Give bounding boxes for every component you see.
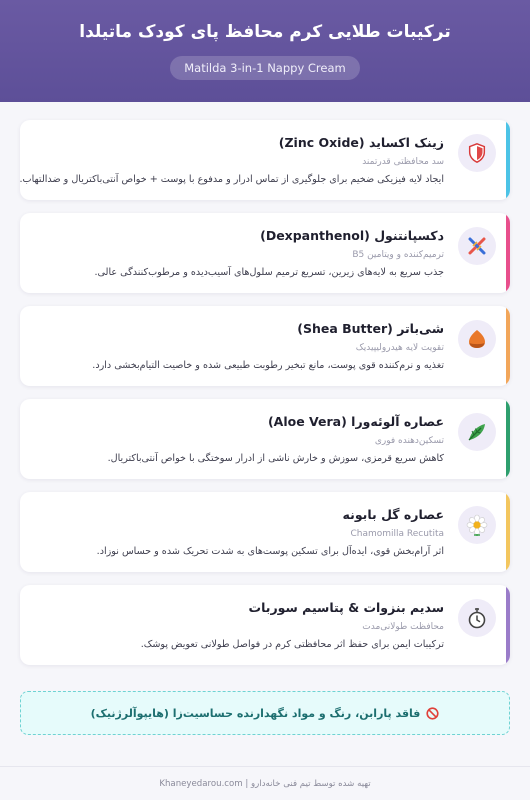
ingredient-description: ترکیبات ایمن برای حفظ اثر محافظتی کرم در فواصل طولانی تعویض پوشک. — [140, 639, 444, 650]
ingredient-card-preservatives — [20, 585, 510, 665]
ingredient-title: دکسپانتنول (Dexpanthenol) — [260, 228, 444, 243]
ingredient-description: جذب سریع به لایه‌های زیرین، تسریع ترمیم سلول‌های آسیب‌دیده و مرطوب‌کنندگی عالی. — [94, 267, 444, 278]
ingredient-card-dexpanthenol — [20, 213, 510, 293]
dna-icon — [458, 227, 496, 265]
footer — [0, 766, 530, 800]
card-accent-bar — [506, 492, 510, 572]
ingredient-title: عصاره آلوئه‌ورا (Aloe Vera) — [267, 414, 444, 429]
ingredient-title: شی‌باتر (Shea Butter) — [297, 321, 444, 336]
ingredient-list — [0, 102, 530, 665]
ingredient-description: ایجاد لایه فیزیکی ضخیم برای جلوگیری از تماس ادرار و مدفوع با پوست + خواص آنتی‌باکتریال و ضدالتهاب. — [20, 174, 444, 185]
ingredient-card-aloe-vera — [20, 399, 510, 479]
flower-icon — [458, 506, 496, 544]
card-accent-bar — [506, 120, 510, 200]
shield-icon — [458, 134, 496, 172]
product-name-badge: Matilda 3-in-1 Nappy Cream — [170, 56, 359, 80]
card-accent-bar — [506, 399, 510, 479]
card-accent-bar — [506, 213, 510, 293]
page-title: ترکیبات طلایی کرم محافظ پای کودک ماتیلدا — [79, 22, 451, 42]
ingredient-title: عصاره گل بابونه — [342, 507, 444, 522]
ingredient-subtitle: Chamomilla Recutita — [350, 529, 444, 539]
ingredient-title: سدیم بنزوات & پتاسیم سوربات — [248, 600, 444, 615]
ingredient-title: زینک اکساید (Zinc Oxide) — [278, 135, 444, 150]
ban-icon — [426, 707, 439, 720]
stopwatch-icon — [458, 599, 496, 637]
leaf-icon — [458, 413, 496, 451]
hypoallergenic-note — [20, 691, 510, 735]
shea-nut-icon — [458, 320, 496, 358]
ingredient-subtitle: سد محافظتی قدرتمند — [362, 157, 444, 167]
ingredient-subtitle: محافظت طولانی‌مدت — [362, 622, 444, 632]
card-accent-bar — [506, 306, 510, 386]
ingredient-card-zinc-oxide — [20, 120, 510, 200]
ingredient-card-chamomile — [20, 492, 510, 572]
ingredient-subtitle: تقویت لایه هیدرولیپیدیک — [355, 343, 444, 353]
footer-credit: تهیه شده توسط تیم فنی خانه‌دارو | Khaneyedarou.com — [159, 779, 371, 789]
header — [0, 0, 530, 102]
ingredient-description: کاهش سریع قرمزی، سوزش و خارش ناشی از ادرار سوختگی با خواص آنتی‌باکتریال. — [107, 453, 444, 464]
ingredient-subtitle: ترمیم‌کننده و ویتامین B5 — [352, 250, 444, 260]
ingredient-description: اثر آرام‌بخش قوی، ایده‌آل برای تسکین پوست‌های به شدت تحریک شده و حساس نوزاد. — [96, 546, 444, 557]
ingredient-description: تغذیه و نرم‌کننده قوی پوست، مانع تبخیر رطوبت طبیعی شده و خاصیت التیام‌بخشی دارد. — [92, 360, 444, 371]
card-accent-bar — [506, 585, 510, 665]
note-text: فاقد پارابن، رنگ و مواد نگهدارنده حساسیت‌زا (هایپوآلرژنیک) — [90, 706, 421, 720]
ingredient-card-shea-butter — [20, 306, 510, 386]
ingredient-subtitle: تسکین‌دهنده فوری — [374, 436, 444, 446]
